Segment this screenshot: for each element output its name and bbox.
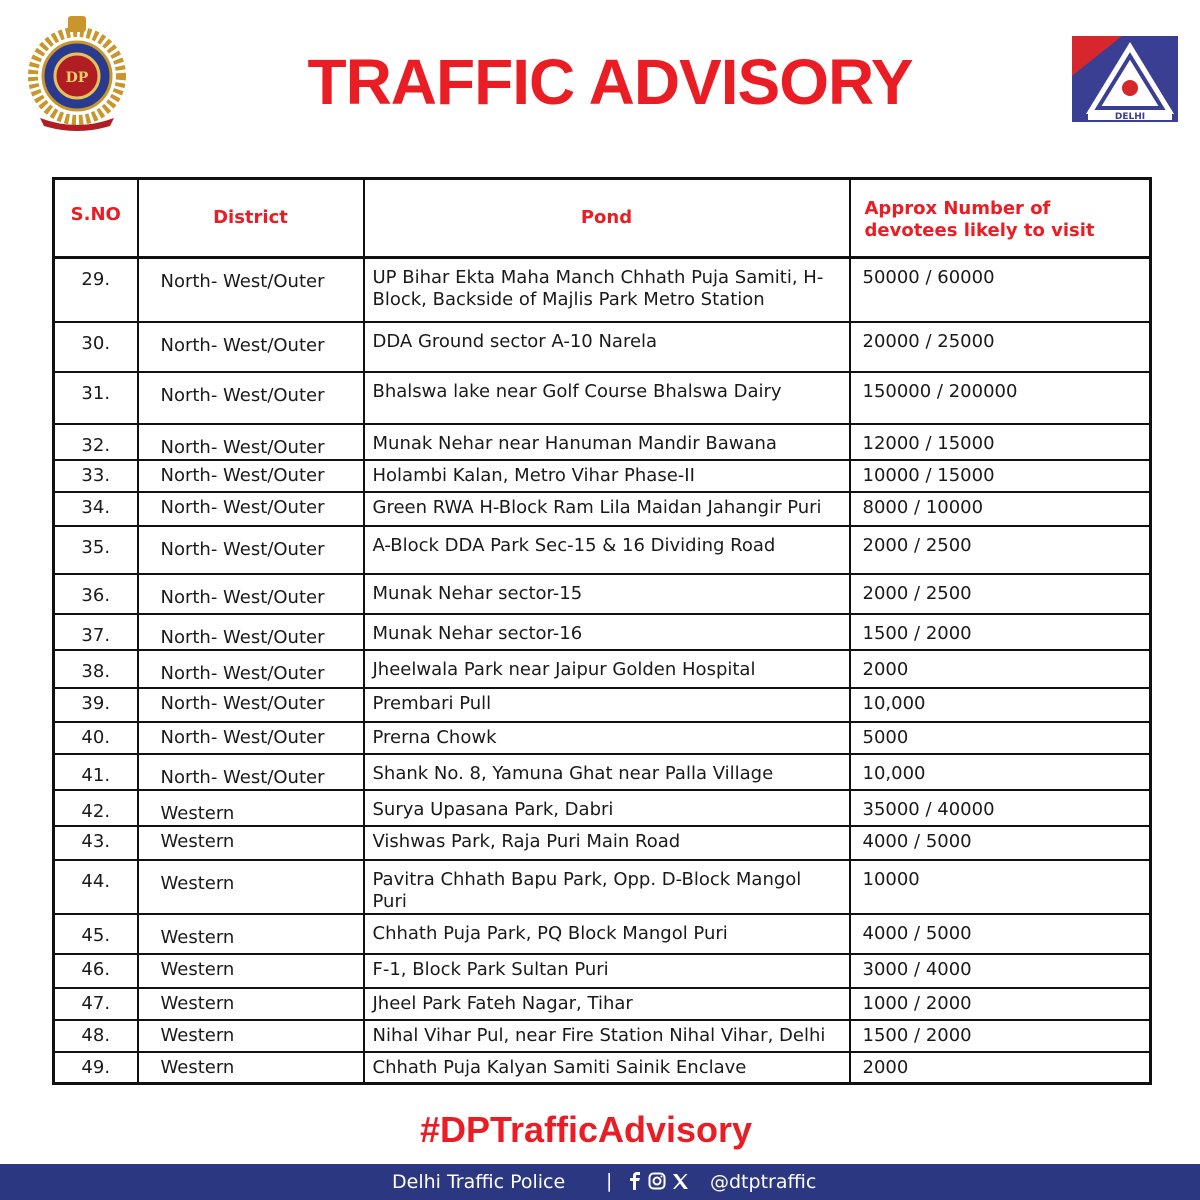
row-pond: DDA Ground sector A-10 Narela — [364, 322, 850, 372]
row-sno: 49. — [54, 1052, 138, 1084]
row-pond: Bhalswa lake near Golf Course Bhalswa Dairy — [364, 372, 850, 424]
row-district: North- West/Outer — [138, 372, 364, 424]
row-devotees: 10,000 — [850, 754, 1151, 790]
footer-separator: | — [606, 1170, 613, 1192]
row-sno: 42. — [54, 790, 138, 826]
row-devotees: 2000 / 2500 — [850, 574, 1151, 614]
table-row — [54, 574, 1151, 614]
row-devotees: 150000 / 200000 — [850, 372, 1151, 424]
row-sno: 36. — [54, 574, 138, 614]
delhi-traffic-police-triangle-logo — [1072, 36, 1178, 122]
row-devotees: 2000 — [850, 650, 1151, 688]
x-icon[interactable] — [672, 1173, 689, 1190]
row-district: North- West/Outer — [138, 688, 364, 722]
row-sno: 41. — [54, 754, 138, 790]
row-district: North- West/Outer — [138, 424, 364, 460]
row-pond: Green RWA H-Block Ram Lila Maidan Jahangir Puri — [364, 492, 850, 526]
row-sno: 33. — [54, 460, 138, 492]
row-devotees: 2000 — [850, 1052, 1151, 1084]
table-row — [54, 372, 1151, 424]
row-pond: UP Bihar Ekta Maha Manch Chhath Puja Samiti, H-Block, Backside of Majlis Park Metro Station — [364, 258, 850, 322]
row-district: North- West/Outer — [138, 722, 364, 754]
row-devotees: 10000 / 15000 — [850, 460, 1151, 492]
table-row — [54, 688, 1151, 722]
header-devotees — [850, 179, 1151, 258]
row-devotees: 4000 / 5000 — [850, 914, 1151, 954]
facebook-icon[interactable] — [628, 1172, 642, 1190]
row-devotees: 1500 / 2000 — [850, 1020, 1151, 1052]
row-district: North- West/Outer — [138, 460, 364, 492]
row-devotees: 4000 / 5000 — [850, 826, 1151, 860]
row-district: North- West/Outer — [138, 258, 364, 322]
hashtag: #DPTrafficAdvisory — [419, 1109, 753, 1150]
row-pond: Prerna Chowk — [364, 722, 850, 754]
row-district: Western — [138, 790, 364, 826]
row-district: Western — [138, 1020, 364, 1052]
row-pond: Chhath Puja Kalyan Samiti Sainik Enclave — [364, 1052, 850, 1084]
table-row — [54, 790, 1151, 826]
row-devotees: 12000 / 15000 — [850, 424, 1151, 460]
table-row — [54, 826, 1151, 860]
row-sno: 31. — [54, 372, 138, 424]
row-pond: Surya Upasana Park, Dabri — [364, 790, 850, 826]
row-devotees: 2000 / 2500 — [850, 526, 1151, 574]
header-pond: Pond — [364, 179, 850, 258]
row-devotees: 35000 / 40000 — [850, 790, 1151, 826]
row-sno: 43. — [54, 826, 138, 860]
row-sno: 37. — [54, 614, 138, 650]
row-district: Western — [138, 988, 364, 1020]
row-district: North- West/Outer — [138, 650, 364, 688]
svg-text:DP: DP — [65, 70, 89, 86]
row-district: Western — [138, 954, 364, 988]
row-devotees: 20000 / 25000 — [850, 322, 1151, 372]
row-sno: 34. — [54, 492, 138, 526]
row-pond: Shank No. 8, Yamuna Ghat near Palla Village — [364, 754, 850, 790]
table-row — [54, 322, 1151, 372]
row-district: North- West/Outer — [138, 754, 364, 790]
table-row — [54, 988, 1151, 1020]
row-district: Western — [138, 914, 364, 954]
row-pond: Holambi Kalan, Metro Vihar Phase-II — [364, 460, 850, 492]
row-district: Western — [138, 1052, 364, 1084]
row-district: North- West/Outer — [138, 322, 364, 372]
row-pond: A-Block DDA Park Sec-15 & 16 Dividing Road — [364, 526, 850, 574]
row-sno: 46. — [54, 954, 138, 988]
page-title: TRAFFIC ADVISORY — [307, 46, 913, 118]
row-pond: Jheel Park Fateh Nagar, Tihar — [364, 988, 850, 1020]
table-row — [54, 258, 1151, 322]
table-row — [54, 614, 1151, 650]
table-row — [54, 1052, 1151, 1084]
table-row — [54, 754, 1151, 790]
table-row — [54, 460, 1151, 492]
header-devotees-line1: Approx Number of — [864, 198, 1051, 219]
svg-text:DELHI: DELHI — [1114, 112, 1146, 122]
row-sno: 47. — [54, 988, 138, 1020]
row-pond: Chhath Puja Park, PQ Block Mangol Puri — [364, 914, 850, 954]
row-pond: Munak Nehar sector-16 — [364, 614, 850, 650]
row-sno: 32. — [54, 424, 138, 460]
row-devotees: 8000 / 10000 — [850, 492, 1151, 526]
row-district: North- West/Outer — [138, 492, 364, 526]
table-row — [54, 954, 1151, 988]
row-district: North- West/Outer — [138, 526, 364, 574]
header-district: District — [138, 179, 364, 258]
row-devotees: 10,000 — [850, 688, 1151, 722]
row-devotees: 1000 / 2000 — [850, 988, 1151, 1020]
row-pond: Vishwas Park, Raja Puri Main Road — [364, 826, 850, 860]
row-devotees: 3000 / 4000 — [850, 954, 1151, 988]
row-sno: 30. — [54, 322, 138, 372]
row-devotees: 10000 — [850, 860, 1151, 914]
table-row — [54, 914, 1151, 954]
table-row — [54, 424, 1151, 460]
table-row — [54, 650, 1151, 688]
row-sno: 38. — [54, 650, 138, 688]
row-district: Western — [138, 860, 364, 914]
row-sno: 44. — [54, 860, 138, 914]
footer-bar — [0, 1164, 1200, 1200]
table-row — [54, 492, 1151, 526]
row-devotees: 5000 — [850, 722, 1151, 754]
social-icons — [628, 1172, 689, 1190]
row-sno: 29. — [54, 258, 138, 322]
row-pond: Pavitra Chhath Bapu Park, Opp. D-Block Mangol Puri — [364, 860, 850, 914]
table-row — [54, 722, 1151, 754]
row-pond: Nihal Vihar Pul, near Fire Station Nihal Vihar, Delhi — [364, 1020, 850, 1052]
footer-org: Delhi Traffic Police — [392, 1171, 566, 1193]
row-devotees: 50000 / 60000 — [850, 258, 1151, 322]
row-pond: Munak Nehar near Hanuman Mandir Bawana — [364, 424, 850, 460]
row-district: North- West/Outer — [138, 614, 364, 650]
row-sno: 48. — [54, 1020, 138, 1052]
row-pond: F-1, Block Park Sultan Puri — [364, 954, 850, 988]
row-district: North- West/Outer — [138, 574, 364, 614]
row-pond: Munak Nehar sector-15 — [364, 574, 850, 614]
footer-handle[interactable]: @dtptraffic — [710, 1171, 817, 1193]
row-sno: 45. — [54, 914, 138, 954]
advisory-table — [52, 177, 1152, 1085]
header-devotees-line2: devotees likely to visit — [864, 220, 1095, 241]
row-pond: Jheelwala Park near Jaipur Golden Hospital — [364, 650, 850, 688]
row-sno: 40. — [54, 722, 138, 754]
table-header-row — [54, 179, 1151, 258]
row-district: Western — [138, 826, 364, 860]
table-row — [54, 526, 1151, 574]
header-sno: S.NO — [54, 179, 138, 258]
table-row — [54, 860, 1151, 914]
row-devotees: 1500 / 2000 — [850, 614, 1151, 650]
table-row — [54, 1020, 1151, 1052]
instagram-icon[interactable] — [648, 1172, 666, 1190]
row-sno: 35. — [54, 526, 138, 574]
row-sno: 39. — [54, 688, 138, 722]
row-pond: Prembari Pull — [364, 688, 850, 722]
